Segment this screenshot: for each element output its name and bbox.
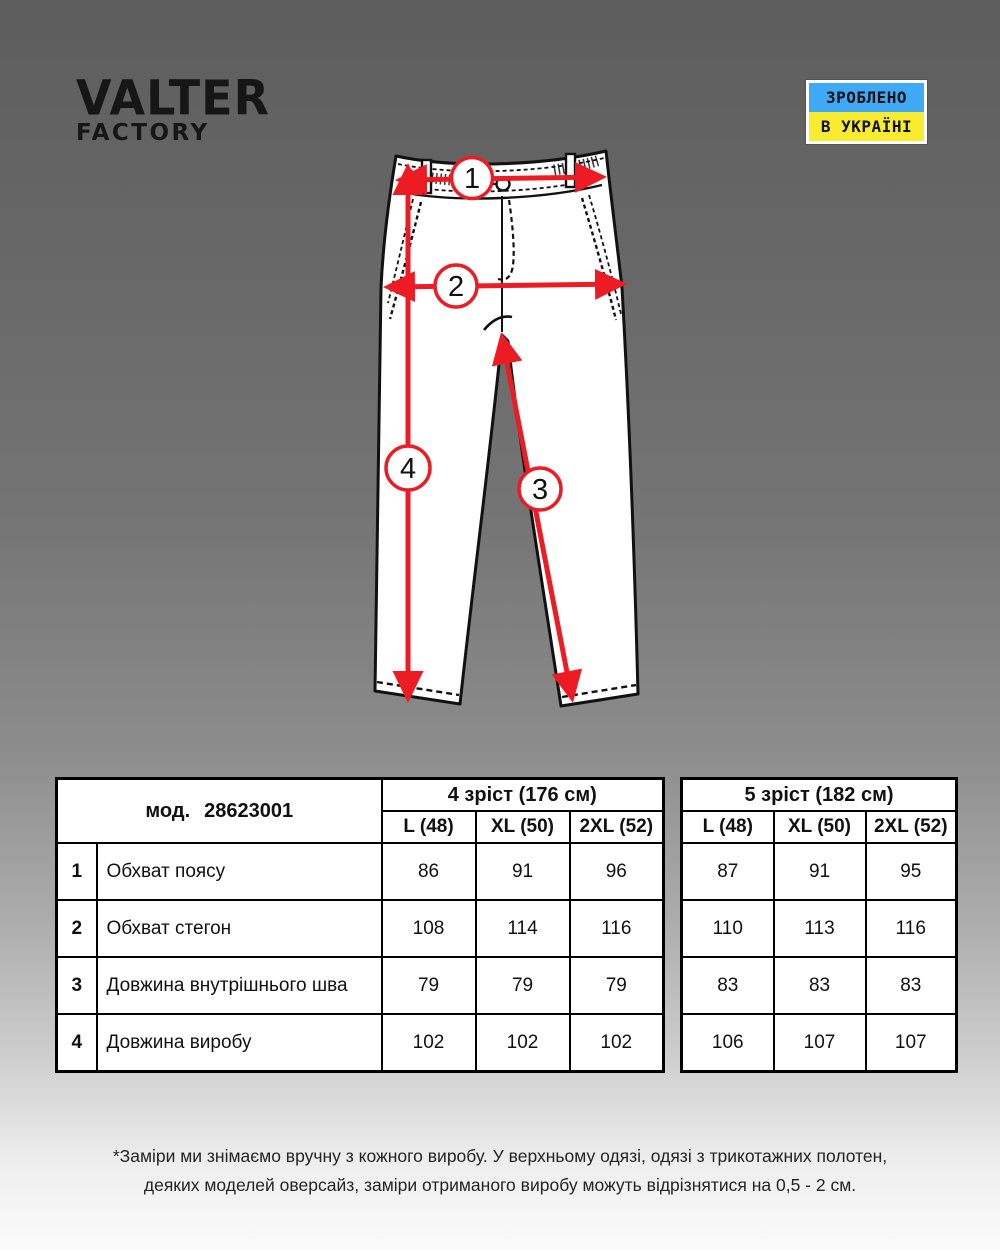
value-cell: 83 (774, 957, 866, 1014)
size-header-xl50: XL (50) (476, 811, 570, 843)
value-cell: 106 (682, 1014, 774, 1072)
table-row-length (682, 1014, 957, 1072)
disclaimer-line-2: деяких моделей оверсайз, заміри отриманого виробу можуть відрізнятися на 0,5 - 2 см. (143, 1175, 857, 1195)
disclaimer-line-1: *Заміри ми знімаємо вручну з кожного виробу. У верхньому одязі, одязі з трикотажних полотен, (112, 1146, 888, 1166)
value-cell: 114 (476, 900, 570, 957)
row-number: 4 (57, 1014, 97, 1072)
height-group-title-182: 5 зріст (182 см) (682, 779, 957, 812)
pants-measurement-diagram (356, 138, 656, 723)
row-label: Довжина виробу (97, 1014, 382, 1072)
measure-marker-2 (435, 265, 477, 307)
table-row-waist (57, 843, 664, 900)
measure-marker-2-label: 2 (447, 271, 465, 303)
value-cell: 95 (866, 843, 957, 900)
row-label: Обхват поясу (97, 843, 382, 900)
value-cell: 86 (382, 843, 476, 900)
value-cell: 108 (382, 900, 476, 957)
belt-loop-right (566, 154, 575, 187)
table-row-length (57, 1014, 664, 1072)
table-row-hips (57, 900, 664, 957)
measure-marker-1-label: 1 (463, 163, 481, 195)
row-number: 1 (57, 843, 97, 900)
hip-measure-arrow (388, 284, 622, 287)
size-header-l48: L (48) (682, 811, 774, 843)
value-cell: 107 (774, 1014, 866, 1072)
measure-marker-3 (519, 468, 561, 510)
row-label: Обхват стегон (97, 900, 382, 957)
measure-marker-1 (452, 158, 493, 199)
measure-marker-3-label: 3 (531, 474, 549, 506)
row-number: 3 (57, 957, 97, 1014)
pants-outline (375, 151, 638, 706)
value-cell: 91 (774, 843, 866, 900)
made-in-ukraine-badge (806, 80, 927, 144)
brand-logo (76, 69, 270, 146)
value-cell: 102 (476, 1014, 570, 1072)
size-header-2xl52: 2XL (52) (570, 811, 664, 843)
value-cell: 91 (476, 843, 570, 900)
value-cell: 83 (682, 957, 774, 1014)
value-cell: 79 (570, 957, 664, 1014)
brand-subname: FACTORY (76, 120, 210, 146)
table-row-inseam (57, 957, 664, 1014)
model-prefix: мод. (145, 799, 191, 822)
measure-marker-4 (386, 446, 430, 490)
value-cell: 102 (570, 1014, 664, 1072)
table-row-waist (682, 843, 957, 900)
model-number: 28623001 (204, 799, 294, 822)
size-table-height-182 (680, 777, 958, 1073)
belt-loop-left (422, 160, 431, 193)
value-cell: 113 (774, 900, 866, 957)
measure-marker-4-label: 4 (399, 453, 417, 485)
badge-top-line: ЗРОБЛЕНО (809, 83, 924, 112)
measurement-disclaimer (0, 1142, 1000, 1200)
table-row-inseam (682, 957, 957, 1014)
model-cell (57, 779, 382, 844)
value-cell: 110 (682, 900, 774, 957)
value-cell: 102 (382, 1014, 476, 1072)
value-cell: 116 (570, 900, 664, 957)
size-tables (55, 777, 958, 1073)
value-cell: 83 (866, 957, 957, 1014)
size-header-l48: L (48) (382, 811, 476, 843)
value-cell: 87 (682, 843, 774, 900)
waist-measure-arrow (400, 177, 602, 180)
row-number: 2 (57, 900, 97, 957)
row-label: Довжина внутрішнього шва (97, 957, 382, 1014)
value-cell: 79 (476, 957, 570, 1014)
size-table-height-176 (55, 777, 665, 1073)
height-group-title-176: 4 зріст (176 см) (382, 779, 664, 812)
brand-name: VALTER (76, 69, 270, 126)
badge-bottom-line: В УКРАЇНІ (809, 112, 924, 141)
size-header-xl50: XL (50) (774, 811, 866, 843)
value-cell: 79 (382, 957, 476, 1014)
value-cell: 107 (866, 1014, 957, 1072)
value-cell: 96 (570, 843, 664, 900)
size-header-2xl52: 2XL (52) (866, 811, 957, 843)
table-row-hips (682, 900, 957, 957)
value-cell: 116 (866, 900, 957, 957)
